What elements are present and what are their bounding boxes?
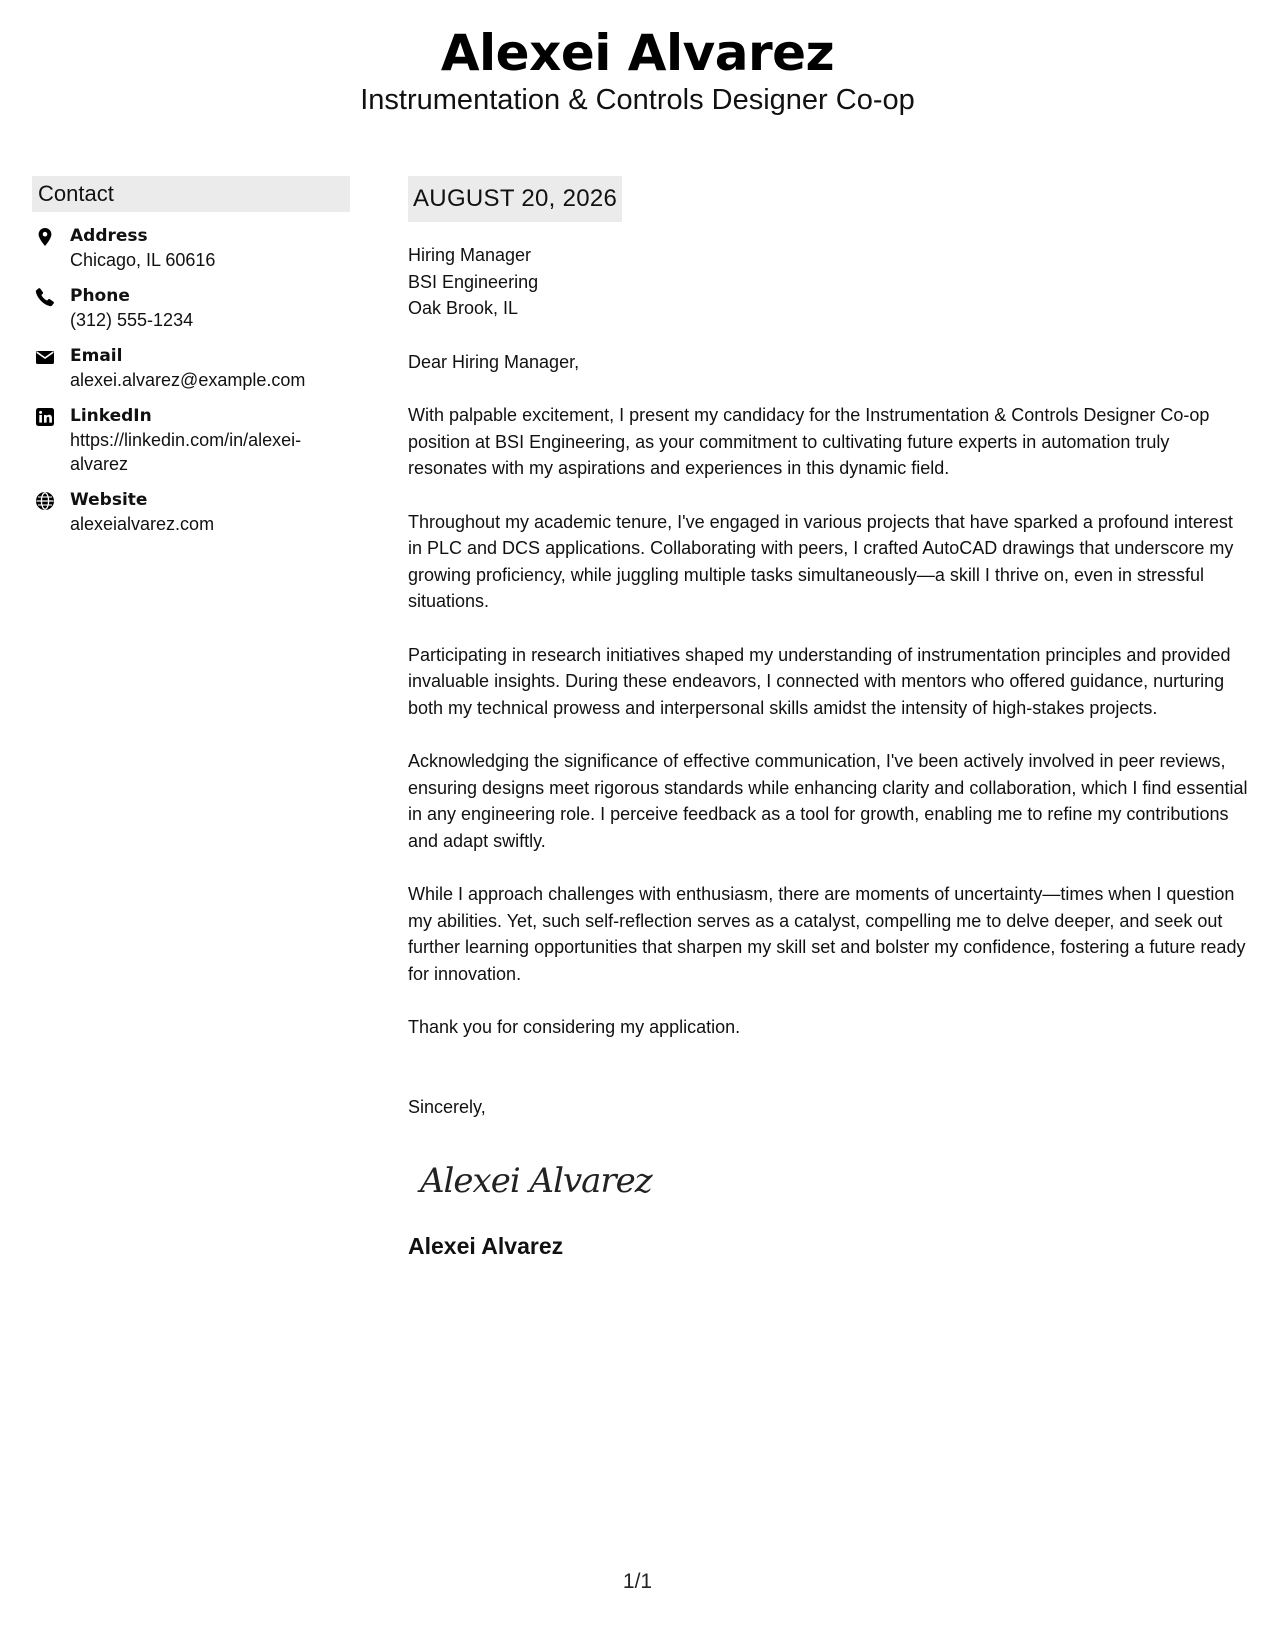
contact-phone (32, 284, 350, 332)
contact-value: (312) 555-1234 (70, 310, 194, 330)
linkedin-icon (35, 407, 55, 427)
closing: Sincerely, (408, 1096, 486, 1117)
contact-address (32, 224, 350, 272)
recipient-line: Oak Brook, IL (408, 298, 519, 318)
globe-icon (35, 491, 55, 511)
applicant-role: Instrumentation & Controls Designer Co-op (360, 84, 915, 116)
letter-paragraph: With palpable excitement, I present my candidacy for the Instrumentation & Controls Designer Co-op position at BSI Engineering, as your commitment to cultivating future experts in automation truly resonates with my aspirations and experiences in this dynamic field. (408, 405, 1210, 478)
letter-date: AUGUST 20, 2026 (408, 176, 622, 222)
signer-name: Alexei Alvarez (408, 1233, 564, 1259)
contact-website (32, 488, 350, 536)
contact-email (32, 344, 350, 392)
contact-value: Chicago, IL 60616 (70, 250, 216, 270)
contact-label: Email (70, 346, 123, 366)
contact-label: LinkedIn (70, 406, 152, 426)
map-pin-icon (35, 227, 55, 247)
letter-body (408, 176, 1248, 1261)
contact-label: Website (70, 490, 148, 510)
contact-value: alexeialvarez.com (70, 514, 215, 534)
salutation: Dear Hiring Manager, (408, 351, 580, 372)
letter-paragraph: While I approach challenges with enthusiasm, there are moments of uncertainty—times when I question my abilities. Yet, such self-reflection serves as a catalyst, compelling me to delve deeper, and seek out further learning opportunities that sharpen my skill set and bolster my confidence, fostering a future ready for innovation. (408, 884, 1246, 984)
signature-text: Alexei Alvarez (420, 1161, 652, 1201)
letter-paragraph: Participating in research initiatives shaped my understanding of instrumentation principles and provided invaluable insights. During these endeavors, I connected with mentors who offered guidance, nurturing both my technical prowess and interpersonal skills amidst the intensity of high-stakes projects. (408, 644, 1231, 718)
contact-label: Address (70, 226, 148, 246)
contact-value: alexei.alvarez@example.com (70, 370, 306, 390)
letter-paragraph: Thank you for considering my application. (408, 1017, 741, 1037)
contact-label: Phone (70, 286, 130, 306)
letter-header (0, 22, 1275, 118)
recipient-line: Hiring Manager (408, 245, 532, 265)
contact-value: https://linkedin.com/in/alexei-alvarez (70, 430, 302, 474)
recipient-block (408, 242, 1248, 322)
letter-paragraph: Throughout my academic tenure, I've engaged in various projects that have sparked a profound interest in PLC and DCS applications. Collaborating with peers, I crafted AutoCAD drawings that underscore my growing proficiency, while juggling multiple tasks simultaneously—a skill I thrive on, even in stressful situations. (408, 511, 1234, 611)
contact-linkedin (32, 404, 350, 476)
contact-section-title: Contact (32, 176, 350, 212)
page-number: 1/1 (622, 1570, 653, 1593)
applicant-name: Alexei Alvarez (440, 24, 835, 82)
envelope-icon (35, 347, 55, 367)
letter-paragraph: Acknowledging the significance of effective communication, I've been actively involved in peer reviews, ensuring designs meet rigorous standards while enhancing clarity and collaboration, which I find essential in any engineering role. I perceive feedback as a tool for growth, enabling me to refine my contributions and adapt swiftly. (408, 751, 1248, 851)
contact-sidebar (32, 176, 350, 536)
signature-image (408, 1142, 668, 1212)
recipient-line: BSI Engineering (408, 271, 539, 292)
phone-icon (35, 287, 55, 307)
